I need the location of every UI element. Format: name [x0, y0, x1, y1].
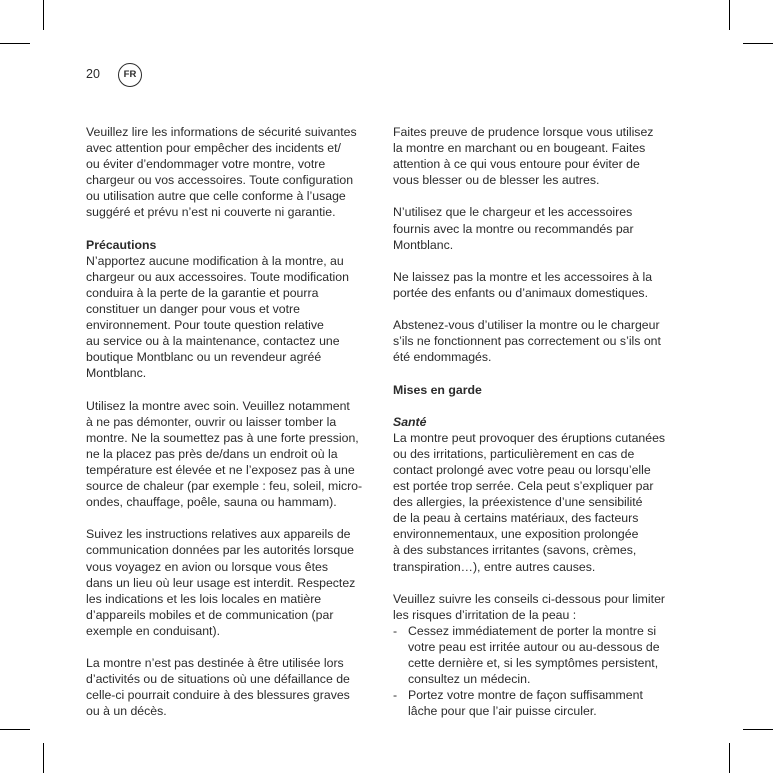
- list-item: [393, 623, 691, 687]
- list-item: [393, 687, 691, 719]
- bullet-dash: -: [393, 688, 398, 703]
- left-column: [86, 124, 381, 736]
- right-column: [393, 124, 691, 719]
- list-item-text: Cessez immédiatement de porter la montre si votre peau est irritée autour ou au-dessous de cette dernière et, si les symptômes persistent, consultez un médecin.: [408, 623, 660, 687]
- crop-mark: [43, 0, 44, 30]
- crop-mark: [729, 0, 730, 30]
- travel-paragraph: Suivez les instructions relatives aux appareils de communication données par les autorités lorsque vous voyagez en avion ou lorsque vous êtes dans un lieu où leur usage est interdit. Respectez les indications et les lois locales en matière d’appareils mobiles et de communication (par exemple en conduisant).: [86, 527, 356, 638]
- advice-list: [393, 623, 691, 720]
- care-paragraph: Utilisez la montre avec soin. Veuillez notamment à ne pas démonter, ouvrir ou laisser tomber la montre. Ne la soumettez pas à une forte pression, ne la placez pas près de/dans un endroit où la température est élevée et ne l’exposez pas à une source de chaleur (par exemple : feu, soleil, micro- ondes, chauffage, poêle, sauna ou hammam).: [86, 398, 363, 510]
- damaged-paragraph: Abstenez-vous d’utiliser la montre ou le chargeur s’ils ne fonctionnent pas correctement ou s’ils ont été endommagés.: [393, 318, 661, 365]
- intro-paragraph: Veuillez lire les informations de sécurité suivantes avec attention pour empêcher des incidents et/ ou éviter d’endommager votre montre, votre chargeur ou vos accessoires. Toute configuration ou utilisation autre que celle conforme à l’usage suggéré et prévu n’est ni couverte ni garantie.: [86, 125, 357, 220]
- language-badge: FR: [118, 63, 142, 87]
- warnings-heading: Mises en garde: [393, 382, 482, 397]
- modification-paragraph: N’apportez aucune modification à la montre, au chargeur ou aux accessoires. Toute modification conduira à la perte de la garantie et pourra constituer un danger pour vous et votre environnement. Pour toute question relative au service ou à la maintenance, contactez une boutique Montblanc ou un revendeur agréé Montblanc.: [86, 253, 349, 381]
- crop-mark: [743, 729, 773, 730]
- precautions-heading: Précautions: [86, 237, 157, 252]
- crop-mark: [0, 729, 30, 730]
- children-paragraph: Ne laissez pas la montre et les accessoires à la portée des enfants ou d’animaux domestiques.: [393, 269, 653, 300]
- crop-mark: [0, 43, 30, 44]
- advice-paragraph: Veuillez suivre les conseils ci-dessous pour limiter les risques d’irritation de la peau :: [393, 591, 666, 622]
- list-item-text: Portez votre montre de façon suffisamment lâche pour que l’air puisse circuler.: [408, 688, 643, 719]
- crop-mark: [729, 743, 730, 773]
- charger-paragraph: N’utilisez que le chargeur et les accessoires fournis avec la montre ou recommandés par Montblanc.: [393, 205, 634, 252]
- skin-irritation-paragraph: La montre peut provoquer des éruptions cutanées ou des irritations, particulièrement en cas de contact prolongé avec votre peau ou lorsqu’elle est portée trop serrée. Cela peut s’expliquer par des allergies, la préexistence d’une sensibilité de la peau à certains matériaux, des facteurs environnementaux, une exposition prolongée à des substances irritantes (savons, crèmes, transpiration…), entre autres causes.: [393, 430, 666, 574]
- bullet-dash: -: [393, 623, 398, 638]
- usage-warning-paragraph: La montre n’est pas destinée à être utilisée lors d’activités ou de situations où une défaillance de celle-ci pourrait conduire à des blessures graves ou à un décès.: [86, 656, 350, 719]
- crop-mark: [43, 743, 44, 773]
- crop-mark: [743, 43, 773, 44]
- health-subheading: Santé: [393, 414, 427, 429]
- page-number: 20: [86, 67, 100, 81]
- caution-moving-paragraph: Faites preuve de prudence lorsque vous utilisez la montre en marchant ou en bougeant. Faites attention à ce qui vous entoure pour éviter de vous blesser ou de blesser les autres.: [393, 125, 654, 188]
